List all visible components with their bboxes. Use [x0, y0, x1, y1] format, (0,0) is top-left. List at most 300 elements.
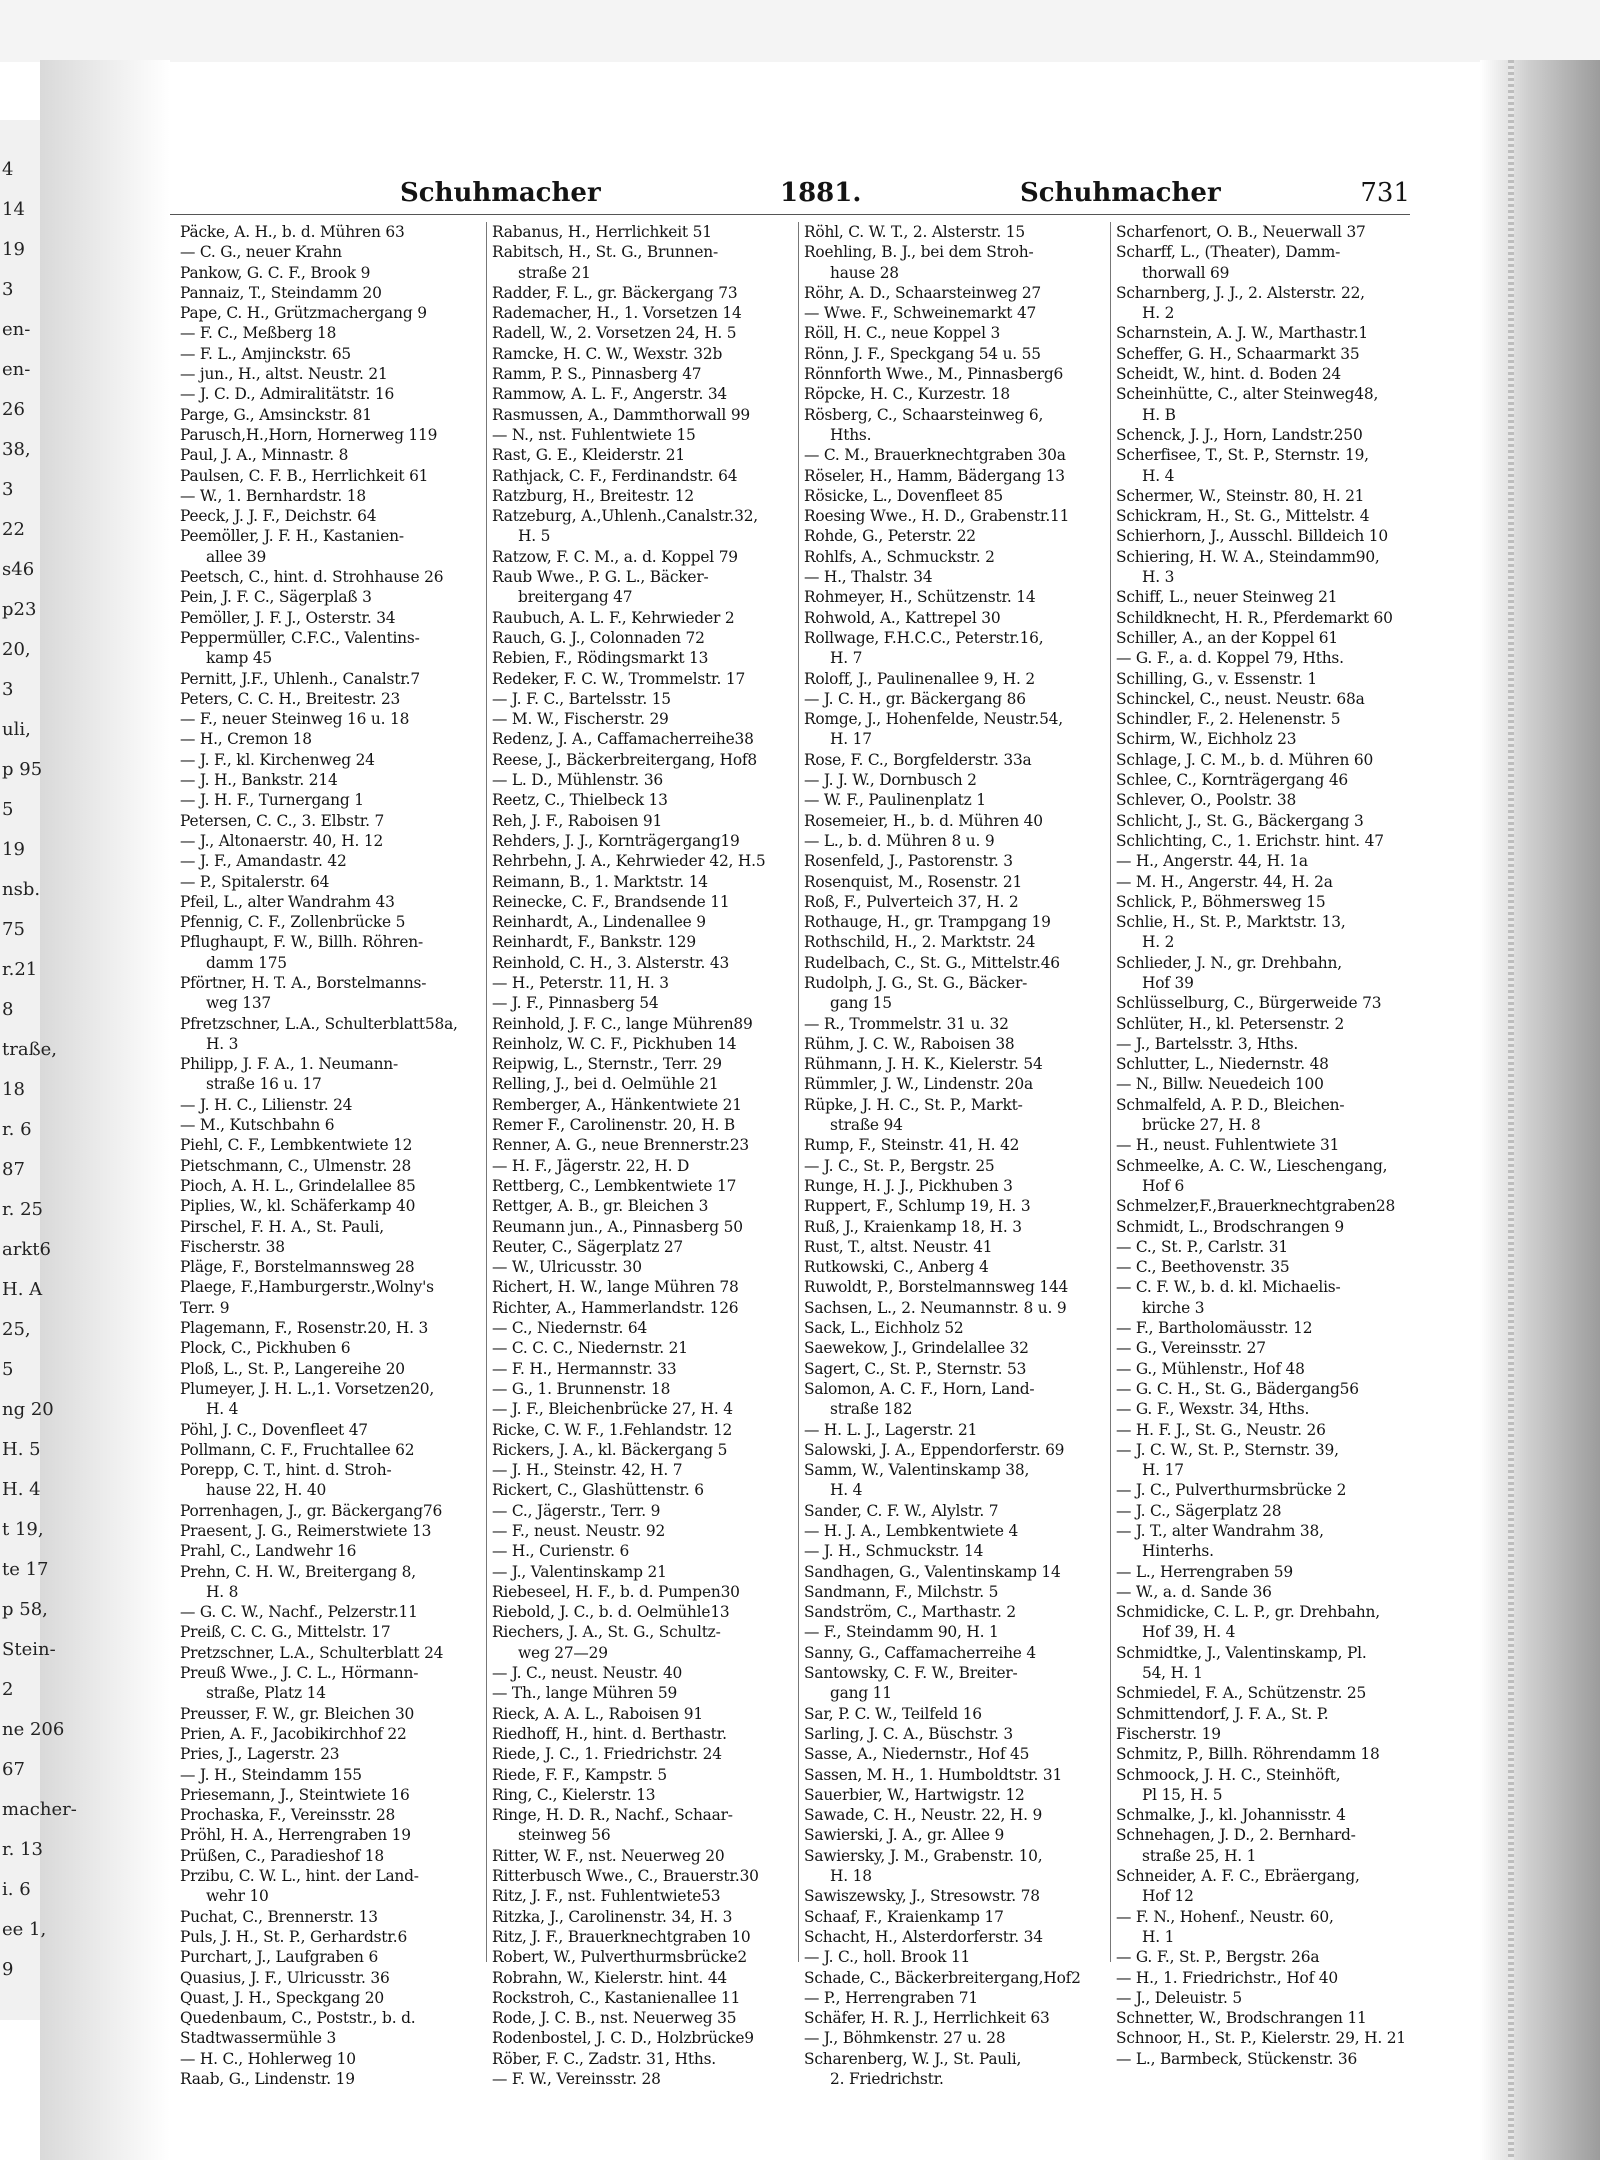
directory-entry: straße 94 — [830, 1116, 903, 1135]
directory-entry: Rettger, A. B., gr. Bleichen 3 — [492, 1197, 709, 1216]
directory-entry: Pförtner, H. T. A., Borstelmanns- — [180, 973, 427, 992]
directory-entry: — C. M., Brauerknechtgraben 30a — [804, 446, 1066, 465]
directory-entry: — J. F., Pinnasberg 54 — [492, 994, 659, 1013]
directory-entry: H. 3 — [206, 1034, 239, 1053]
directory-entry: — J. C., Sägerplatz 28 — [1116, 1501, 1282, 1520]
previous-page-fragment: 19 — [2, 239, 25, 260]
directory-entry: Preiß, C. C. G., Mittelstr. 17 — [180, 1623, 391, 1642]
directory-entry: Riebold, J. C., b. d. Oelmühle13 — [492, 1603, 730, 1622]
directory-entry: Rust, T., altst. Neustr. 41 — [804, 1237, 993, 1256]
directory-entry: — G. F., Wexstr. 34, Hths. — [1116, 1400, 1310, 1419]
directory-entry: Rudelbach, C., St. G., Mittelstr.46 — [804, 953, 1060, 972]
directory-entry: — W., Ulricusstr. 30 — [492, 1258, 642, 1277]
directory-entry: Peters, C. C. H., Breitestr. 23 — [180, 689, 401, 708]
directory-entry: Purchart, J., Laufgraben 6 — [180, 1948, 379, 1967]
directory-entry: Sanny, G., Caffamacherreihe 4 — [804, 1643, 1036, 1662]
previous-page-fragment: 8 — [2, 999, 14, 1020]
directory-entry: Quedenbaum, C., Poststr., b. d. — [180, 2009, 416, 2028]
directory-entry: — H., Thalstr. 34 — [804, 568, 933, 587]
directory-entry: — C. G., neuer Krahn — [180, 243, 342, 262]
directory-entry: Remberger, A., Hänkentwiete 21 — [492, 1095, 742, 1114]
directory-entry: Runge, H. J. J., Pickhuben 3 — [804, 1176, 1013, 1195]
directory-entry: H. 5 — [518, 527, 551, 546]
directory-entry: Schildknecht, H. R., Pferdemarkt 60 — [1116, 608, 1393, 627]
directory-entry: Santowsky, C. F. W., Breiter- — [804, 1664, 1018, 1683]
directory-entry: Rohde, G., Peterstr. 22 — [804, 527, 976, 546]
directory-entry: Scharff, L., (Theater), Damm- — [1116, 243, 1341, 262]
directory-entry: Quasius, J. F., Ulricusstr. 36 — [180, 1968, 390, 1987]
directory-entry: Raab, G., Lindenstr. 19 — [180, 2070, 355, 2089]
directory-entry: Preusser, F. W., gr. Bleichen 30 — [180, 1704, 415, 1723]
directory-entry: Riede, J. C., 1. Friedrichstr. 24 — [492, 1745, 722, 1764]
directory-entry: Schlever, O., Poolstr. 38 — [1116, 791, 1297, 810]
directory-entry: H. 4 — [830, 1481, 863, 1500]
directory-entry: Schlutter, L., Niedernstr. 48 — [1116, 1055, 1329, 1074]
directory-entry: — W. F., Paulinenplatz 1 — [804, 791, 986, 810]
directory-entry: Scherfisee, T., St. P., Sternstr. 19, — [1116, 446, 1369, 465]
directory-entry: Ring, C., Kielerstr. 13 — [492, 1785, 656, 1804]
directory-entry: Reuter, C., Sägerplatz 27 — [492, 1237, 684, 1256]
directory-entry: Roß, F., Pulverteich 37, H. 2 — [804, 892, 1019, 911]
directory-entry: Fischerstr. 38 — [180, 1237, 285, 1256]
directory-entry: Sasse, A., Niedernstr., Hof 45 — [804, 1745, 1030, 1764]
directory-entry: — J. F., Amandastr. 42 — [180, 852, 347, 871]
directory-entry: Rühm, J. C. W., Raboisen 38 — [804, 1034, 1015, 1053]
previous-page-fragment: 14 — [2, 199, 25, 220]
directory-entry: Rollwage, F.H.C.C., Peterstr.16, — [804, 628, 1044, 647]
directory-entry: Richert, H. W., lange Mühren 78 — [492, 1278, 739, 1297]
directory-entry: straße 16 u. 17 — [206, 1075, 322, 1094]
directory-entry: — N., Billw. Neuedeich 100 — [1116, 1075, 1324, 1094]
directory-entry: — F., Bartholomäusstr. 12 — [1116, 1319, 1313, 1338]
directory-entry: — G. F., a. d. Koppel 79, Hths. — [1116, 649, 1344, 668]
directory-entry: Robert, W., Pulverthurmsbrücke2 — [492, 1948, 747, 1967]
previous-page-fragment: traße, — [2, 1039, 57, 1060]
directory-entry: wehr 10 — [206, 1887, 269, 1906]
previous-page-fragment: 3 — [2, 479, 14, 500]
directory-entry: — W., a. d. Sande 36 — [1116, 1582, 1272, 1601]
page-edge-stack — [1480, 60, 1600, 2160]
directory-entry: Rockstroh, C., Kastanienallee 11 — [492, 1988, 741, 2007]
directory-entry: Riechers, J. A., St. G., Schultz- — [492, 1623, 721, 1642]
directory-entry: Reinholz, W. C. F., Pickhuben 14 — [492, 1034, 737, 1053]
directory-entry: Schlick, P., Böhmersweg 15 — [1116, 892, 1326, 911]
directory-entry: Rudolph, J. G., St. G., Bäcker- — [804, 973, 1028, 992]
directory-entry: — J. H., Steindamm 155 — [180, 1765, 362, 1784]
directory-entry: Reh, J. F., Raboisen 91 — [492, 811, 663, 830]
directory-entry: Sachsen, L., 2. Neumannstr. 8 u. 9 — [804, 1298, 1067, 1317]
directory-entry: Hof 39, H. 4 — [1142, 1623, 1236, 1642]
directory-entry: Schäfer, H. R. J., Herrlichkeit 63 — [804, 2009, 1050, 2028]
directory-entry: Röseler, H., Hamm, Bädergang 13 — [804, 466, 1065, 485]
directory-entry: breitergang 47 — [518, 588, 633, 607]
directory-entry: — F. W., Vereinsstr. 28 — [492, 2070, 661, 2089]
scan-top-border — [0, 0, 1600, 62]
previous-page-fragment: i. 6 — [2, 1879, 31, 1900]
directory-entry: Schnehagen, J. D., 2. Bernhard- — [1116, 1826, 1356, 1845]
directory-entry: Rieck, A. A. L., Raboisen 91 — [492, 1704, 703, 1723]
directory-entry: H. 7 — [830, 649, 863, 668]
directory-entry: — J. H., Bankstr. 214 — [180, 771, 338, 790]
directory-entry: Redeker, F. C. W., Trommelstr. 17 — [492, 669, 746, 688]
directory-entry: H. 8 — [206, 1582, 239, 1601]
directory-entry: — C., Jägerstr., Terr. 9 — [492, 1501, 661, 1520]
previous-page-fragment: H. 4 — [2, 1479, 41, 1500]
directory-entry: Schinckel, C., neust. Neustr. 68a — [1116, 689, 1365, 708]
directory-entry: Ritz, J. F., Brauerknechtgraben 10 — [492, 1927, 751, 1946]
directory-entry: Sandström, C., Marthastr. 2 — [804, 1603, 1016, 1622]
directory-entry: Schlage, J. C. M., b. d. Mühren 60 — [1116, 750, 1374, 769]
directory-entry: Rode, J. C. B., nst. Neuerweg 35 — [492, 2009, 737, 2028]
directory-entry: — J., Valentinskamp 21 — [492, 1562, 667, 1581]
directory-entry: Pl 15, H. 5 — [1142, 1785, 1223, 1804]
previous-page-strip — [0, 120, 77, 2020]
directory-entry: Schenck, J. J., Horn, Landstr.250 — [1116, 425, 1363, 444]
directory-entry: — J. C., Pulverthurmsbrücke 2 — [1116, 1481, 1347, 1500]
directory-entry: Hths. — [830, 425, 872, 444]
previous-page-fragment: p 95 — [2, 759, 43, 780]
previous-page-fragment: arkt6 — [2, 1239, 51, 1260]
directory-entry: Pein, J. F. C., Sägerplaß 3 — [180, 588, 372, 607]
directory-entry: — J., Altonaerstr. 40, H. 12 — [180, 831, 384, 850]
directory-entry: Schmidt, L., Brodschrangen 9 — [1116, 1217, 1344, 1236]
directory-entry: H. B — [1142, 405, 1176, 424]
directory-entry: Prahl, C., Landwehr 16 — [180, 1542, 357, 1561]
directory-entry: Rump, F., Steinstr. 41, H. 42 — [804, 1136, 1020, 1155]
directory-entry: — F., Steindamm 90, H. 1 — [804, 1623, 999, 1642]
directory-entry: Schiering, H. W. A., Steindamm90, — [1116, 547, 1380, 566]
previous-page-fragment: 3 — [2, 679, 14, 700]
directory-entry: 54, H. 1 — [1142, 1664, 1203, 1683]
directory-entry: — P., Spitalerstr. 64 — [180, 872, 330, 891]
directory-entry: Schlicht, J., St. G., Bäckergang 3 — [1116, 811, 1364, 830]
directory-entry: Peeck, J. J. F., Deichstr. 64 — [180, 507, 377, 526]
directory-entry: Schmittendorf, J. F. A., St. P. — [1116, 1704, 1329, 1723]
previous-page-fragment: 22 — [2, 519, 25, 540]
previous-page-fragment: 18 — [2, 1079, 25, 1100]
directory-entry: Paul, J. A., Minnastr. 8 — [180, 446, 349, 465]
directory-entry: straße 21 — [518, 263, 591, 282]
directory-entry: Sawiszewsky, J., Stresowstr. 78 — [804, 1887, 1040, 1906]
directory-entry: gang 11 — [830, 1684, 892, 1703]
directory-entry: Päcke, A. H., b. d. Mühren 63 — [180, 223, 405, 241]
directory-entry: Scheffer, G. H., Schaarmarkt 35 — [1116, 344, 1360, 363]
directory-entry: Terr. 9 — [180, 1298, 230, 1317]
directory-entry: Schaaf, F., Kraienkamp 17 — [804, 1907, 1004, 1926]
directory-entry: Preuß Wwe., J. C. L., Hörmann- — [180, 1664, 419, 1683]
directory-entry: Parge, G., Amsinckstr. 81 — [180, 405, 372, 424]
directory-entry: Sandmann, F., Milchstr. 5 — [804, 1582, 999, 1601]
directory-entry: Rose, F. C., Borgfelderstr. 33a — [804, 750, 1032, 769]
directory-entry: Puls, J. H., St. P., Gerhardstr.6 — [180, 1927, 408, 1946]
directory-entry: — J. T., alter Wandrahm 38, — [1116, 1522, 1324, 1540]
directory-entry: Röber, F. C., Zadstr. 31, Hths. — [492, 2049, 716, 2068]
directory-entry: Reinhardt, F., Bankstr. 129 — [492, 933, 696, 952]
directory-entry: Ruppert, F., Schlump 19, H. 3 — [804, 1197, 1031, 1216]
directory-entry: — R., Trommelstr. 31 u. 32 — [804, 1014, 1009, 1033]
previous-page-fragment: en- — [2, 319, 31, 340]
directory-entry: Scharnstein, A. J. W., Marthastr.1 — [1116, 324, 1368, 343]
previous-page-fragment: 26 — [2, 399, 25, 420]
directory-entry: — L. D., Mühlenstr. 36 — [492, 771, 663, 790]
header-rule — [170, 214, 1410, 215]
directory-entry: Pollmann, C. F., Fruchtallee 62 — [180, 1440, 415, 1459]
directory-entry: — G., 1. Brunnenstr. 18 — [492, 1379, 671, 1398]
previous-page-fragment: te 17 — [2, 1559, 49, 1580]
directory-entry: — H. C., Hohlerweg 10 — [180, 2049, 356, 2068]
directory-entry: Ruwoldt, P., Borstelmannsweg 144 — [804, 1278, 1069, 1297]
directory-entry: — J. C., holl. Brook 11 — [804, 1948, 971, 1967]
directory-entry: Relling, J., bei d. Oelmühle 21 — [492, 1075, 719, 1094]
directory-entry: — H. L. J., Lagerstr. 21 — [804, 1420, 978, 1439]
directory-entry: Fischerstr. 19 — [1116, 1724, 1221, 1743]
directory-entry: Pernitt, J.F., Uhlenh., Canalstr.7 — [180, 669, 420, 688]
directory-entry: Saewekow, J., Grindelallee 32 — [804, 1339, 1029, 1358]
previous-page-fragment: ne 206 — [2, 1719, 65, 1740]
directory-entry: — J. F., Bleichenbrücke 27, H. 4 — [492, 1400, 733, 1419]
previous-page-fragment: nsb. — [2, 879, 41, 900]
previous-page-fragment: macher- — [2, 1799, 77, 1820]
directory-entry: Przibu, C. W. L., hint. der Land- — [180, 1867, 419, 1886]
directory-entry: Schlie, H., St. P., Marktstr. 13, — [1116, 913, 1346, 932]
directory-entry: brücke 27, H. 8 — [1142, 1116, 1261, 1135]
previous-page-fragment: 5 — [2, 799, 14, 820]
directory-entry: Peppermüller, C.F.C., Valentins- — [180, 628, 420, 647]
directory-entry: Raubuch, A. L. F., Kehrwieder 2 — [492, 608, 735, 627]
directory-entry: straße 25, H. 1 — [1142, 1846, 1257, 1865]
directory-entry: Reetz, C., Thielbeck 13 — [492, 791, 668, 810]
previous-page-fragment: 87 — [2, 1159, 25, 1180]
directory-entry: Philipp, J. F. A., 1. Neumann- — [180, 1055, 398, 1074]
directory-entry: H. 17 — [1142, 1461, 1184, 1480]
directory-entry: Schierhorn, J., Ausschl. Billdeich 10 — [1116, 527, 1388, 546]
directory-entry: Rodenbostel, J. C. D., Holzbrücke9 — [492, 2029, 754, 2048]
directory-entry: Redenz, J. A., Caffamacherreihe38 — [492, 730, 754, 749]
directory-entry: — J. H., Steinstr. 42, H. 7 — [492, 1461, 683, 1480]
directory-entry: H. 1 — [1142, 1927, 1175, 1946]
directory-entry: Ritter, W. F., nst. Neuerweg 20 — [492, 1846, 725, 1865]
directory-entry: Rothauge, H., gr. Trampgang 19 — [804, 913, 1051, 932]
directory-entry: Pietschmann, C., Ulmenstr. 28 — [180, 1156, 412, 1175]
directory-entry: hause 28 — [830, 263, 899, 282]
directory-entry: Reimann, B., 1. Marktstr. 14 — [492, 872, 708, 891]
directory-entry: — H. F., Jägerstr. 22, H. D — [492, 1156, 690, 1175]
previous-page-fragment: 19 — [2, 839, 25, 860]
previous-page-fragment: 25, — [2, 1319, 31, 1340]
directory-entry: Rabanus, H., Herrlichkeit 51 — [492, 223, 712, 241]
directory-entry: Schmalke, J., kl. Johannisstr. 4 — [1116, 1806, 1346, 1825]
directory-entry: Pries, J., Lagerstr. 23 — [180, 1745, 340, 1764]
directory-entry: Pannaiz, T., Steindamm 20 — [180, 283, 382, 302]
directory-entry: Sawade, C. H., Neustr. 22, H. 9 — [804, 1806, 1043, 1825]
directory-entry: — J. F., kl. Kirchenweg 24 — [180, 750, 375, 769]
directory-entry: Pröhl, H. A., Herrengraben 19 — [180, 1826, 411, 1845]
directory-entry: Stadtwassermühle 3 — [180, 2029, 337, 2048]
directory-entry: Pfeil, L., alter Wandrahm 43 — [180, 892, 395, 911]
directory-entry: Schmelzer,F.,Brauerknechtgraben28 — [1116, 1197, 1396, 1216]
directory-entry: — H., Angerstr. 44, H. 1a — [1116, 852, 1308, 871]
directory-entry: — G. C. H., St. G., Bädergang56 — [1116, 1379, 1359, 1398]
directory-entry: Rohwold, A., Kattrepel 30 — [804, 608, 1001, 627]
directory-entry: H. 18 — [830, 1867, 872, 1886]
directory-entry: Rümmler, J. W., Lindenstr. 20a — [804, 1075, 1033, 1094]
directory-entry: — J., Deleuistr. 5 — [1116, 1988, 1242, 2007]
directory-entry: — F., neust. Neustr. 92 — [492, 1522, 666, 1540]
directory-entry: Schlüter, H., kl. Petersenstr. 2 — [1116, 1014, 1345, 1033]
directory-entry: Sawierski, J. A., gr. Allee 9 — [804, 1826, 1005, 1845]
page-header — [170, 178, 1410, 218]
directory-entry: Pemöller, J. F. J., Osterstr. 34 — [180, 608, 396, 627]
directory-entry: Rösicke, L., Dovenfleet 85 — [804, 486, 1004, 505]
directory-entry: Rettberg, C., Lembkentwiete 17 — [492, 1176, 737, 1195]
directory-entry: Rosemeier, H., b. d. Mühren 40 — [804, 811, 1043, 830]
directory-entry: — L., b. d. Mühren 8 u. 9 — [804, 831, 995, 850]
directory-entry: Praesent, J. G., Reimerstwiete 13 — [180, 1522, 432, 1540]
directory-entry: Hof 39 — [1142, 973, 1194, 992]
previous-page-fragment: Stein- — [2, 1639, 56, 1660]
directory-entry: Prien, A. F., Jacobikirchhof 22 — [180, 1724, 407, 1743]
directory-entry: 2. Friedrichstr. — [830, 2070, 944, 2089]
directory-entry: Rothschild, H., 2. Marktstr. 24 — [804, 933, 1036, 952]
directory-entry: Schilling, G., v. Essenstr. 1 — [1116, 669, 1317, 688]
directory-entry: — jun., H., altst. Neustr. 21 — [180, 365, 388, 384]
previous-page-fragment: 67 — [2, 1759, 25, 1780]
directory-entry: Rönn, J. F., Speckgang 54 u. 55 — [804, 344, 1041, 363]
directory-entry: Rast, G. E., Kleiderstr. 21 — [492, 446, 685, 465]
directory-entry: Samm, W., Valentinskamp 38, — [804, 1461, 1030, 1480]
directory-entry: Scheinhütte, C., alter Steinweg48, — [1116, 385, 1379, 404]
directory-entry: Schnoor, H., St. P., Kielerstr. 29, H. 21 — [1116, 2029, 1406, 2048]
directory-entry: Plagemann, F., Rosenstr.20, H. 3 — [180, 1319, 429, 1338]
previous-page-fragment: ee 1, — [2, 1919, 47, 1940]
directory-entry: Parusch,H.,Horn, Hornerweg 119 — [180, 425, 438, 444]
directory-entry: Schmoock, J. H. C., Steinhöft, — [1116, 1765, 1341, 1784]
directory-entry: — C., Beethovenstr. 35 — [1116, 1258, 1290, 1277]
directory-entry: Prüßen, C., Paradieshof 18 — [180, 1846, 384, 1865]
directory-entry: Peemöller, J. F. H., Kastanien- — [180, 527, 404, 546]
directory-entry: Rabitsch, H., St. G., Brunnen- — [492, 243, 718, 262]
directory-entry: — C. C. C., Niedernstr. 21 — [492, 1339, 688, 1358]
directory-entry: — J. C., neust. Neustr. 40 — [492, 1664, 683, 1683]
directory-entry: Schermer, W., Steinstr. 80, H. 21 — [1116, 486, 1365, 505]
directory-entry: Petersen, C. C., 3. Elbstr. 7 — [180, 811, 385, 830]
directory-entry: Ratzburg, H., Breitestr. 12 — [492, 486, 694, 505]
directory-entry: — F. C., Meßberg 18 — [180, 324, 337, 343]
directory-entry: — W., 1. Bernhardstr. 18 — [180, 486, 366, 505]
previous-page-fragment: H. 5 — [2, 1439, 41, 1460]
previous-page-fragment: 9 — [2, 1959, 14, 1980]
directory-entry: — H., Curienstr. 6 — [492, 1542, 630, 1561]
directory-entry: straße 182 — [830, 1400, 913, 1419]
directory-entry: Scharenberg, W. J., St. Pauli, — [804, 2049, 1022, 2068]
directory-entry: Rehrbehn, J. A., Kehrwieder 42, H.5 — [492, 852, 766, 871]
directory-entry: Sar, P. C. W., Teilfeld 16 — [804, 1704, 982, 1723]
directory-entry: Ritzka, J., Carolinenstr. 34, H. 3 — [492, 1907, 733, 1926]
directory-entry: H. 2 — [1142, 304, 1175, 323]
directory-entry: Roloff, J., Paulinenallee 9, H. 2 — [804, 669, 1035, 688]
directory-entry: Hinterhs. — [1142, 1542, 1214, 1561]
directory-entry: Reumann jun., A., Pinnasberg 50 — [492, 1217, 743, 1236]
directory-entry: — J. H. F., Turnergang 1 — [180, 791, 364, 810]
previous-page-fragment: 75 — [2, 919, 25, 940]
directory-entry: Schmidtke, J., Valentinskamp, Pl. — [1116, 1643, 1367, 1662]
directory-entry: — C., St. P., Carlstr. 31 — [1116, 1237, 1288, 1256]
directory-entry: Rebien, F., Rödingsmarkt 13 — [492, 649, 709, 668]
directory-entry: Reese, J., Bäckerbreitergang, Hof8 — [492, 750, 757, 769]
directory-entry: Scharfenort, O. B., Neuerwall 37 — [1116, 223, 1366, 241]
previous-page-fragment: 4 — [2, 159, 14, 180]
directory-entry: — J. C. W., St. P., Sternstr. 39, — [1116, 1440, 1339, 1459]
previous-page-fragment: 5 — [2, 1359, 14, 1380]
previous-page-fragment: t 19, — [2, 1519, 44, 1540]
directory-entry: Pfennig, C. F., Zollenbrücke 5 — [180, 913, 406, 932]
directory-entry: — G. C. W., Nachf., Pelzerstr.11 — [180, 1603, 418, 1622]
directory-entry: Pläge, F., Borstelmannsweg 28 — [180, 1258, 415, 1277]
directory-entry: — F. L., Amjinckstr. 65 — [180, 344, 352, 363]
directory-entry: — J., Böhmkenstr. 27 u. 28 — [804, 2029, 1006, 2048]
directory-entry: — L., Barmbeck, Stückenstr. 36 — [1116, 2049, 1358, 2068]
directory-entry: H. 2 — [1142, 933, 1175, 952]
previous-page-fragment: r. 25 — [2, 1199, 43, 1220]
directory-entry: Piehl, C. F., Lembkentwiete 12 — [180, 1136, 413, 1155]
directory-entry: Schiller, A., an der Koppel 61 — [1116, 628, 1338, 647]
directory-entry: Ratzow, F. C. M., a. d. Koppel 79 — [492, 547, 738, 566]
directory-column-4 — [1116, 222, 1416, 2068]
directory-entry: — H. J. A., Lembkentwiete 4 — [804, 1522, 1019, 1540]
directory-entry: Röpcke, H. C., Kurzestr. 18 — [804, 385, 1011, 404]
directory-entry: Ploß, L., St. P., Langereihe 20 — [180, 1359, 405, 1378]
directory-entry: Schlieder, J. N., gr. Drehbahn, — [1116, 953, 1342, 972]
directory-entry: Ruß, J., Kraienkamp 18, H. 3 — [804, 1217, 1022, 1236]
directory-entry: — J., Bartelsstr. 3, Hths. — [1116, 1034, 1299, 1053]
directory-entry: thorwall 69 — [1142, 263, 1230, 282]
directory-entry: — M. H., Angerstr. 44, H. 2a — [1116, 872, 1333, 891]
directory-entry: Schmiedel, F. A., Schützenstr. 25 — [1116, 1684, 1367, 1703]
directory-entry: — M., Kutschbahn 6 — [180, 1116, 335, 1135]
directory-entry: Pflughaupt, F. W., Billh. Röhren- — [180, 933, 423, 952]
directory-entry: Röhr, A. D., Schaarsteinweg 27 — [804, 283, 1042, 302]
directory-entry: steinweg 56 — [518, 1826, 611, 1845]
directory-entry: Puchat, C., Brennerstr. 13 — [180, 1907, 378, 1926]
directory-entry: Schacht, H., Alsterdorferstr. 34 — [804, 1927, 1043, 1946]
directory-entry: Hof 12 — [1142, 1887, 1194, 1906]
directory-entry: — H. F. J., St. G., Neustr. 26 — [1116, 1420, 1326, 1439]
previous-page-fragment: p 58, — [2, 1599, 48, 1620]
directory-entry: — J. J. W., Dornbusch 2 — [804, 771, 977, 790]
directory-entry: Riedhoff, H., hint. d. Berthastr. — [492, 1724, 727, 1743]
directory-entry: — J. C. D., Admiralitätstr. 16 — [180, 385, 395, 404]
directory-entry: — F. H., Hermannstr. 33 — [492, 1359, 677, 1378]
previous-page-fragment: s46 — [2, 559, 35, 580]
directory-entry: — C. F. W., b. d. kl. Michaelis- — [1116, 1278, 1341, 1297]
directory-entry: Pöhl, J. C., Dovenfleet 47 — [180, 1420, 368, 1439]
directory-entry: Schmidicke, C. L. P., gr. Drehbahn, — [1116, 1603, 1380, 1622]
directory-entry: Rösberg, C., Schaarsteinweg 6, — [804, 405, 1044, 424]
directory-entry: Pankow, G. C. F., Brook 9 — [180, 263, 371, 282]
directory-entry: hause 22, H. 40 — [206, 1481, 327, 1500]
directory-entry: — G., Mühlenstr., Hof 48 — [1116, 1359, 1305, 1378]
directory-entry: Schnetter, W., Brodschrangen 11 — [1116, 2009, 1367, 2028]
directory-entry: — H., neust. Fuhlentwiete 31 — [1116, 1136, 1340, 1155]
directory-entry: — J. H. C., Lilienstr. 24 — [180, 1095, 353, 1114]
directory-entry: Plaege, F.,Hamburgerstr.,Wolny's — [180, 1278, 434, 1297]
directory-entry: Ratzeburg, A.,Uhlenh.,Canalstr.32, — [492, 507, 758, 526]
directory-page — [170, 178, 1410, 2089]
previous-page-fragment: p23 — [2, 599, 37, 620]
directory-entry: Radell, W., 2. Vorsetzen 24, H. 5 — [492, 324, 737, 343]
directory-entry: allee 39 — [206, 547, 267, 566]
previous-page-fragment: H. A — [2, 1279, 43, 1300]
